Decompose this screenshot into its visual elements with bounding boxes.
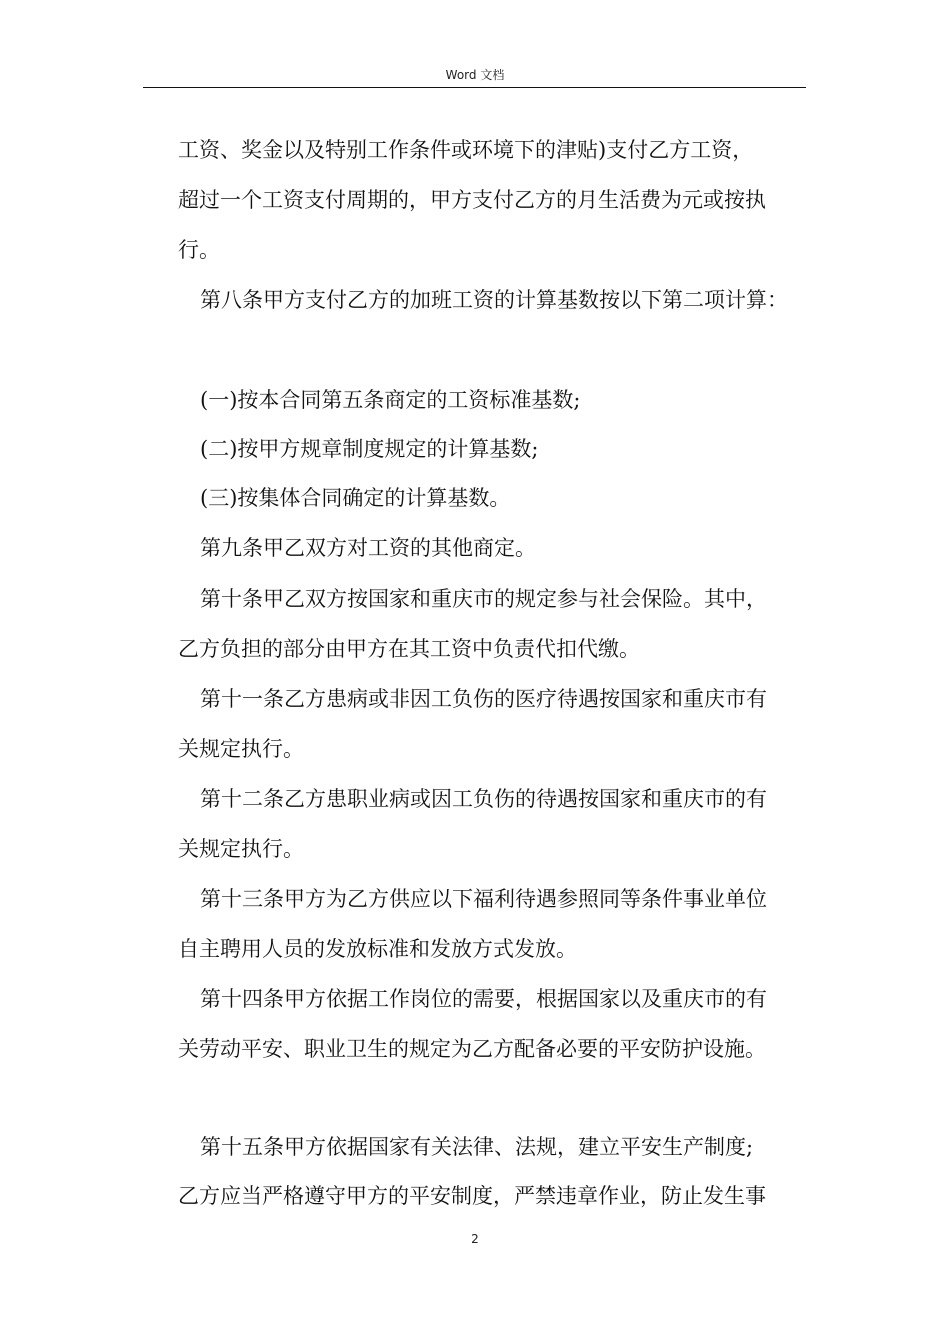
body-line: 第十条甲乙双方按国家和重庆市的规定参与社会保险。其中， bbox=[200, 587, 767, 611]
body-line: 第八条甲方支付乙方的加班工资的计算基数按以下第二项计算： bbox=[200, 288, 788, 312]
body-line: 关规定执行。 bbox=[178, 837, 304, 861]
body-line: 自主聘用人员的发放标准和发放方式发放。 bbox=[178, 937, 577, 961]
body-line: (一)按本合同第五条商定的工资标准基数; bbox=[200, 388, 581, 412]
body-line: 关劳动平安、职业卫生的规定为乙方配备必要的平安防护设施。 bbox=[178, 1037, 766, 1061]
body-line: 工资、奖金以及特别工作条件或环境下的津贴)支付乙方工资， bbox=[178, 138, 754, 162]
header-divider bbox=[143, 87, 806, 88]
body-line: 超过一个工资支付周期的，甲方支付乙方的月生活费为元或按执 bbox=[178, 188, 766, 212]
body-line: (二)按甲方规章制度规定的计算基数; bbox=[200, 437, 539, 461]
body-line: 乙方负担的部分由甲方在其工资中负责代扣代缴。 bbox=[178, 637, 640, 661]
body-line: (三)按集体合同确定的计算基数。 bbox=[200, 486, 511, 510]
page-number: 2 bbox=[471, 1232, 479, 1246]
body-line: 乙方应当严格遵守甲方的平安制度，严禁违章作业，防止发生事 bbox=[178, 1184, 766, 1208]
body-line: 第十五条甲方依据国家有关法律、法规，建立平安生产制度; bbox=[200, 1135, 754, 1159]
page-header-title: Word 文档 bbox=[445, 68, 505, 82]
body-line: 关规定执行。 bbox=[178, 737, 304, 761]
body-line: 第十一条乙方患病或非因工负伤的医疗待遇按国家和重庆市有 bbox=[200, 687, 767, 711]
body-line: 第十二条乙方患职业病或因工负伤的待遇按国家和重庆市的有 bbox=[200, 787, 767, 811]
body-line: 行。 bbox=[178, 238, 220, 262]
body-line: 第九条甲乙双方对工资的其他商定。 bbox=[200, 536, 536, 560]
body-line: 第十三条甲方为乙方供应以下福利待遇参照同等条件事业单位 bbox=[200, 887, 767, 911]
body-line: 第十四条甲方依据工作岗位的需要，根据国家以及重庆市的有 bbox=[200, 987, 767, 1011]
